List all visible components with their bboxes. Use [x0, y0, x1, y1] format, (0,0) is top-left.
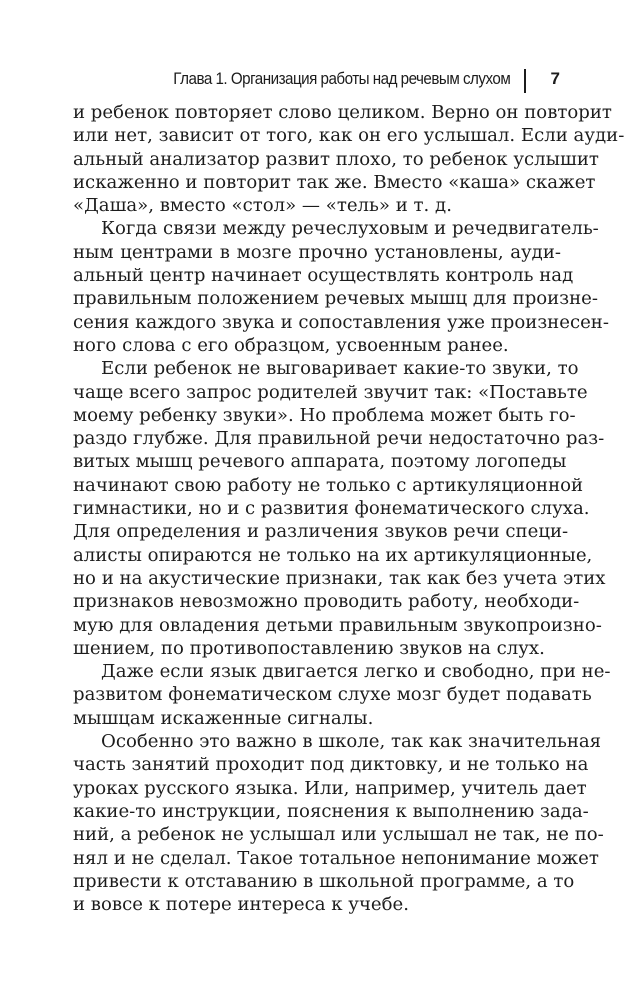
- text-line: признаков невозможно проводить работу, необходи-: [73, 591, 580, 613]
- text-line: начинают свою работу не только с артикуляционной: [73, 474, 584, 496]
- page-number: 7: [550, 69, 560, 88]
- header-divider: [524, 69, 526, 93]
- text-line: нял и не сделал. Такое тотальное непонимание может: [73, 847, 599, 869]
- paragraph: [73, 101, 625, 217]
- text-line: ного слова с его образцом, усвоенным ранее.: [73, 334, 509, 356]
- text-line: искаженно и повторит так же. Вместо «каша» скажет: [73, 171, 596, 193]
- paragraph: [73, 217, 609, 357]
- text-line: Когда связи между речеслуховым и речедвигатель-: [101, 218, 599, 240]
- text-line: Для определения и различения звуков речи специ-: [73, 521, 569, 543]
- text-line: правильным положением речевых мышц для произне-: [73, 288, 598, 310]
- text-line: сения каждого звука и сопоставления уже произнесен-: [73, 311, 609, 333]
- text-line: витых мышц речевого аппарата, поэтому логопеды: [73, 451, 567, 473]
- text-line: или нет, зависит от того, как он его услышал. Если ауди-: [73, 125, 625, 147]
- chapter-title: Глава 1. Организация работы над речевым слухом: [173, 70, 510, 88]
- text-line: альный центр начинает осуществлять контроль над: [73, 265, 574, 287]
- text-line: гимнастики, но и с развития фонематического слуха.: [73, 498, 590, 520]
- text-line: мую для овладения детьми правильным звукопроизно-: [73, 614, 602, 636]
- text-line: уроках русского языка. Или, например, учитель дает: [73, 777, 587, 799]
- text-line: какие-то инструкции, пояснения к выполнению зада-: [73, 800, 589, 822]
- text-line: привести к отставанию в школьной программе, а то: [73, 870, 575, 892]
- text-line: часть занятий проходит под диктовку, и не только на: [73, 754, 589, 776]
- text-line: но и на акустические признаки, так как без учета этих: [73, 567, 606, 589]
- text-line: Даже если язык двигается легко и свободно, при не-: [101, 661, 611, 683]
- text-line: «Даша», вместо «стол» — «тель» и т. д.: [73, 195, 452, 217]
- text-line: ний, а ребенок не услышал или услышал не так, не по-: [73, 824, 604, 846]
- body-text: [73, 101, 625, 916]
- text-line: Если ребенок не выговаривает какие-то звуки, то: [101, 358, 579, 380]
- text-line: алисты опираются не только на их артикуляционные,: [73, 544, 593, 566]
- text-line: Особенно это важно в школе, так как значительная: [101, 731, 602, 753]
- paragraph: [73, 357, 606, 660]
- text-line: мышцам искаженные сигналы.: [73, 707, 374, 729]
- text-line: и вовсе к потере интереса к учебе.: [73, 894, 409, 916]
- paragraph: [73, 660, 611, 730]
- text-line: и ребенок повторяет слово целиком. Верно он повторит: [73, 102, 612, 123]
- running-header: [60, 67, 560, 95]
- text-line: моему ребенку звуки». Но проблема может быть го-: [73, 404, 576, 426]
- paragraph: [73, 730, 604, 916]
- text-line: раздо глубже. Для правильной речи недостаточно раз-: [73, 428, 605, 450]
- text-line: ным центрами в мозге прочно установлены, ауди-: [73, 241, 561, 263]
- text-line: развитом фонематическом слухе мозг будет подавать: [73, 684, 592, 706]
- text-line: чаще всего запрос родителей звучит так: «Поставьте: [73, 381, 588, 403]
- text-line: шением, по противопоставлению звуков на слух.: [73, 637, 545, 659]
- text-line: альный анализатор развит плохо, то ребенок услышит: [73, 148, 599, 170]
